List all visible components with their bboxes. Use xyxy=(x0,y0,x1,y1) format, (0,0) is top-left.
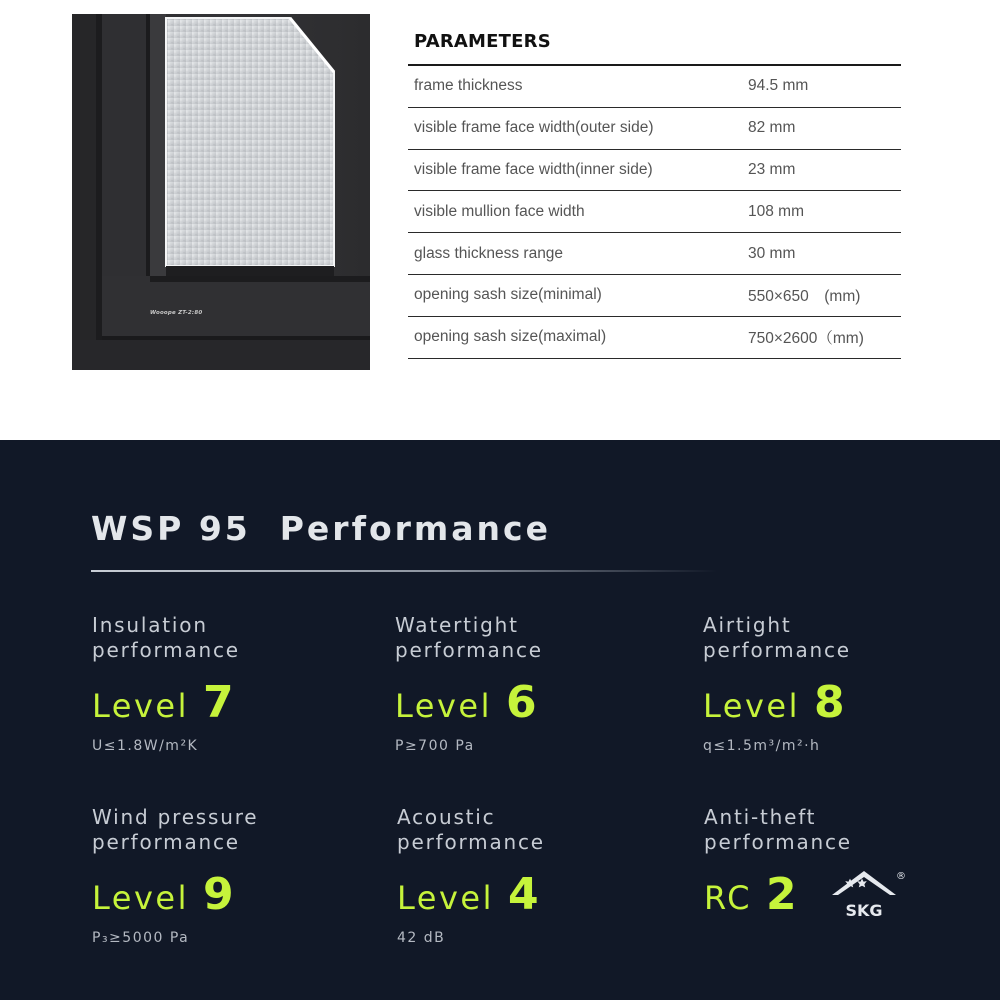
param-name: frame thickness xyxy=(414,77,523,95)
performance-detail: 42 dB xyxy=(397,930,446,946)
window-frame-image xyxy=(72,14,370,370)
airtight-performance xyxy=(703,613,983,754)
performance-label: Anti-theft performance xyxy=(704,805,852,854)
performance-title: WSP 95 Performance xyxy=(91,509,551,548)
performance-label: Wind pressure performance xyxy=(92,805,259,854)
title-divider xyxy=(91,570,717,572)
param-value: 94.5 mm xyxy=(748,77,809,95)
level-value: 6 xyxy=(505,677,537,728)
level-word: Level xyxy=(703,687,800,725)
param-name: opening sash size(maximal) xyxy=(414,328,607,346)
performance-label: Insulation performance xyxy=(92,613,240,662)
brand-mark: Wooope ZT-2:80 xyxy=(150,310,203,316)
level-value: 2 xyxy=(765,869,797,920)
performance-level xyxy=(397,869,677,920)
param-name: visible frame face width(outer side) xyxy=(414,119,654,137)
performance-label: Airtight performance xyxy=(703,613,851,662)
level-value: 9 xyxy=(202,869,234,920)
param-value: 23 mm xyxy=(748,160,796,178)
level-value: 8 xyxy=(813,677,845,728)
performance-detail: P≥700 Pa xyxy=(395,738,475,754)
performance-label: Acoustic performance xyxy=(397,805,545,854)
level-word: Level xyxy=(92,879,189,917)
level-value: 7 xyxy=(202,677,234,728)
performance-panel xyxy=(0,440,1000,1000)
level-value: 4 xyxy=(507,869,539,920)
param-row xyxy=(408,191,901,233)
param-row xyxy=(408,233,901,275)
param-name: opening sash size(minimal) xyxy=(414,286,602,304)
param-value: 82 mm xyxy=(748,119,796,137)
level-word: RC xyxy=(704,879,752,917)
param-row xyxy=(408,317,901,359)
param-name: visible frame face width(inner side) xyxy=(414,160,653,178)
registered-mark: ® xyxy=(896,871,906,882)
performance-detail: P₃≥5000 Pa xyxy=(92,930,190,946)
param-row xyxy=(408,66,901,108)
parameters-table xyxy=(408,30,901,359)
wind-pressure-performance xyxy=(92,805,372,946)
param-row xyxy=(408,108,901,150)
param-row xyxy=(408,150,901,192)
level-word: Level xyxy=(397,879,494,917)
param-value: 108 mm xyxy=(748,202,804,220)
performance-level xyxy=(395,677,675,728)
watertight-performance xyxy=(395,613,675,754)
performance-level xyxy=(92,677,372,728)
level-word: Level xyxy=(395,687,492,725)
performance-label: Watertight performance xyxy=(395,613,543,662)
param-value: 550×650 (mm) xyxy=(748,288,861,306)
parameters-title: PARAMETERS xyxy=(408,30,901,66)
performance-detail: U≤1.8W/m²K xyxy=(92,738,199,754)
performance-level xyxy=(92,869,372,920)
param-name: visible mullion face width xyxy=(414,202,585,220)
skg-certification-icon xyxy=(828,865,904,925)
param-value: 750×2600（mm) xyxy=(748,330,864,348)
param-value: 30 mm xyxy=(748,244,796,262)
performance-level xyxy=(703,677,983,728)
skg-logo-text: SKG xyxy=(845,901,883,920)
insulation-performance xyxy=(92,613,372,754)
param-row xyxy=(408,275,901,317)
param-name: glass thickness range xyxy=(414,244,564,262)
acoustic-performance xyxy=(397,805,677,946)
level-word: Level xyxy=(92,687,189,725)
performance-detail: q≤1.5m³/m²·h xyxy=(703,738,821,754)
